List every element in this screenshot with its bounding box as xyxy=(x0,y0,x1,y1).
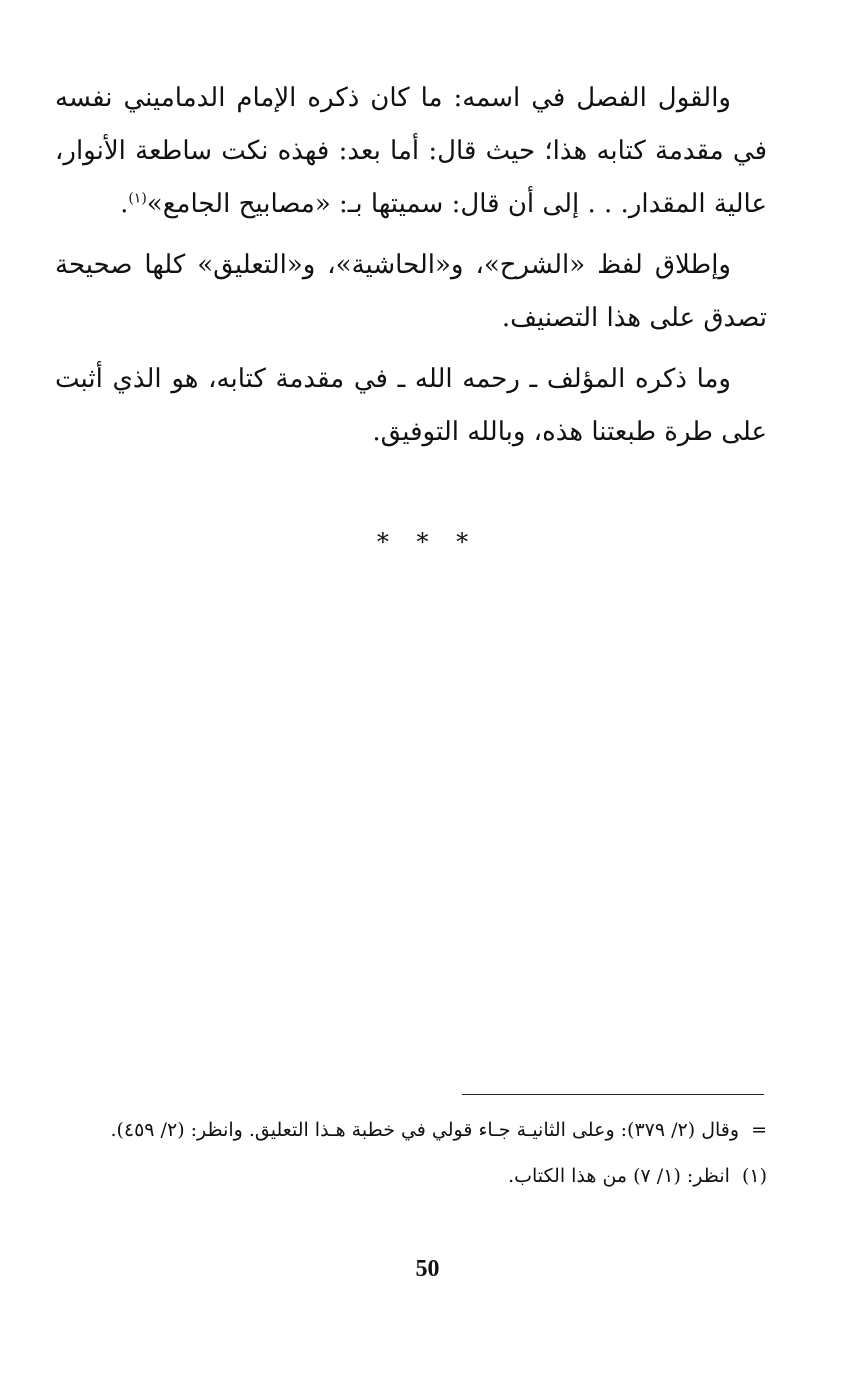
paragraph-2: وإطلاق لفظ «الشرح»، و«الحاشية»، و«التعليق» كلها صحيحة تصدق على هذا التصنيف. xyxy=(55,250,767,333)
page-number: 50 xyxy=(415,1256,440,1282)
footnote-marker: (١) xyxy=(741,1165,767,1187)
footnote-continuation xyxy=(55,1110,767,1150)
paragraph-1-end: . xyxy=(120,189,129,219)
body-text xyxy=(55,72,767,459)
footnote-1 xyxy=(55,1156,767,1196)
footnote-reference: (١) xyxy=(128,190,147,207)
paragraph-1 xyxy=(55,72,767,231)
section-separator: * * * xyxy=(376,528,479,556)
footnotes xyxy=(55,1110,767,1202)
paragraph-3: وما ذكره المؤلف ـ رحمه الله ـ في مقدمة كتابه، هو الذي أثبت على طرة طبعتنا هذه، وبالله التوفيق. xyxy=(55,364,767,447)
footnote-divider xyxy=(462,1094,764,1095)
paragraph-1-text: والقول الفصل في اسمه: ما كان ذكره الإمام الدماميني نفسه في مقدمة كتابه هذا؛ حيث قال: أما بعد: فهذه نكت ساطعة الأنوار، عالية المقدار. . . إلى أن قال: سميتها بـ: «مصابيح الجامع» xyxy=(55,83,767,219)
footnote-text: وقال (٢/ ٣٧٩): وعلى الثانيـة جـاء قولي في خطبة هـذا التعليق. وانظر: (٢/ ٤٥٩). xyxy=(110,1119,740,1141)
footnote-text: انظر: (١/ ٧) من هذا الكتاب. xyxy=(508,1165,730,1187)
footnote-marker: = xyxy=(751,1119,767,1141)
